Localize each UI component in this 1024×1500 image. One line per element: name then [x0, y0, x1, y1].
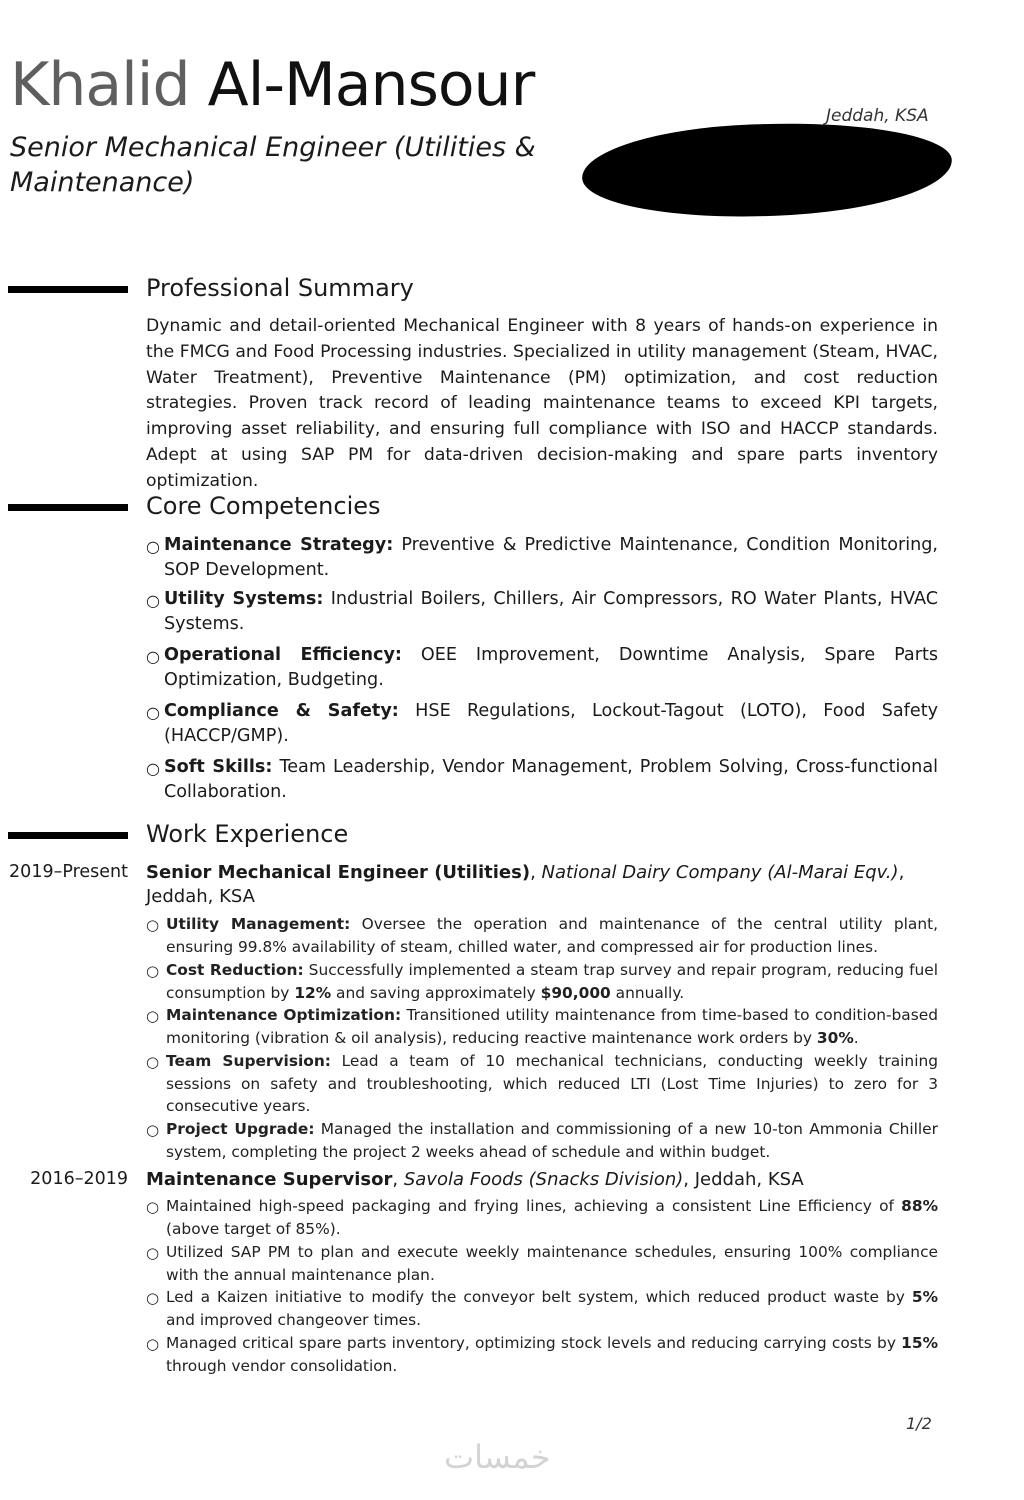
job-bullet: ○ Team Supervision: Lead a team of 10 mechanical technicians, conducting weekly training sessions on safety and troubleshooting, which reduced LTI (Lost Time Injuries) to zero for 3 consecutive years.	[146, 1052, 938, 1116]
competency-text: Team Leadership, Vendor Management, Problem Solving, Cross-functional Collaboration.	[164, 757, 938, 802]
competency-item	[146, 587, 938, 637]
competency-label: Utility Systems:	[164, 589, 324, 609]
job-title: Senior Mechanical Engineer (Utilities & Maintenance)	[10, 132, 536, 198]
bullet-icon: ○	[146, 1198, 160, 1216]
job-location: , Jeddah, KSA	[683, 1169, 804, 1190]
bullet-label: Maintenance Optimization:	[166, 1006, 402, 1024]
competency-item	[146, 533, 938, 583]
bullet-icon: ○	[146, 759, 160, 778]
first-name: Khalid	[10, 50, 190, 120]
candidate-name	[10, 50, 534, 120]
job-company: Savola Foods (Snacks Division)	[403, 1169, 684, 1190]
bullet-icon: ○	[146, 537, 160, 556]
job-location: , Jeddah, KSA	[146, 862, 905, 907]
bullet-icon: ○	[146, 1007, 160, 1025]
job-role: Maintenance Supervisor	[146, 1169, 393, 1190]
bullet-label: Project Upgrade:	[166, 1120, 315, 1138]
bullet-label: Utility Management:	[166, 915, 351, 933]
section-rule	[8, 832, 128, 839]
job-bullet: ○ Utility Management: Oversee the operation and maintenance of the central utility plant, ensuring 99.8% availability of steam, chilled water, and compressed air for production lines.	[146, 915, 938, 956]
job-bullet: ○ Maintained high-speed packaging and frying lines, achieving a consistent Line Efficiency of 88% (above target of 85%).	[146, 1197, 938, 1238]
bullet-icon: ○	[146, 1289, 160, 1307]
competency-text: OEE Improvement, Downtime Analysis, Spare Parts Optimization, Budgeting.	[164, 645, 939, 690]
job-bullet: ○ Project Upgrade: Managed the installation and commissioning of a new 10-ton Ammonia Chiller system, completing the project 2 weeks ahead of schedule and within budget.	[146, 1120, 938, 1161]
bullet-icon: ○	[146, 703, 160, 722]
job-company: National Dairy Company (Al-Marai Eqv.)	[541, 862, 899, 883]
competency-item	[146, 699, 938, 749]
redaction-mark	[581, 118, 954, 223]
competency-item	[146, 755, 938, 805]
bullet-icon: ○	[146, 962, 160, 980]
bullet-icon: ○	[146, 1053, 160, 1071]
bullet-icon: ○	[146, 1121, 160, 1139]
section-rule	[8, 286, 128, 293]
page-number: 1/2	[906, 1414, 932, 1433]
watermark: خمسات	[444, 1438, 551, 1476]
bullet-label: Cost Reduction:	[166, 961, 304, 979]
job-bullet: ○ Cost Reduction: Successfully implemented a steam trap survey and repair program, reducing fuel consumption by 12% and saving approximately $90,000 annually.	[146, 961, 938, 1002]
competency-label: Maintenance Strategy:	[164, 535, 394, 555]
section-title-summary: Professional Summary	[146, 274, 414, 302]
contact-city: Jeddah, KSA	[826, 106, 929, 126]
bullet-icon: ○	[146, 1335, 160, 1353]
job-bullet: ○ Led a Kaizen initiative to modify the conveyor belt system, which reduced product waste by 5% and improved changeover times.	[146, 1288, 938, 1329]
competency-item	[146, 643, 938, 693]
job-bullet: ○ Maintenance Optimization: Transitioned utility maintenance from time-based to condition-based monitoring (vibration & oil analysis), reducing reactive maintenance work orders by 30%.	[146, 1006, 938, 1047]
competency-text: Preventive & Predictive Maintenance, Condition Monitoring, SOP Development.	[164, 535, 938, 580]
job-dates: 2016–2019	[30, 1169, 128, 1189]
bullet-icon: ○	[146, 647, 160, 666]
job-bullet: ○ Managed critical spare parts inventory, optimizing stock levels and reducing carrying costs by 15% through vendor consolidation.	[146, 1334, 938, 1375]
section-title-experience: Work Experience	[146, 820, 349, 848]
job-bullet: ○ Utilized SAP PM to plan and execute weekly maintenance schedules, ensuring 100% compliance with the annual maintenance plan.	[146, 1243, 938, 1284]
last-name: Al-Mansour	[207, 50, 535, 120]
competency-text: HSE Regulations, Lockout-Tagout (LOTO), Food Safety (HACCP/GMP).	[164, 701, 939, 746]
competency-text: Industrial Boilers, Chillers, Air Compressors, RO Water Plants, HVAC Systems.	[164, 589, 939, 634]
job-dates: 2019–Present	[9, 862, 128, 882]
bullet-label: Team Supervision:	[166, 1052, 331, 1070]
competency-label: Compliance & Safety:	[164, 701, 399, 721]
summary-text: Dynamic and detail-oriented Mechanical Engineer with 8 years of hands-on experience in the FMCG and Food Processing industries. Specialized in utility management (Steam, HVAC, Water Treatment), Preventive Maintenance (PM) optimization, and cost reduction strategies. Proven track record of leading maintenance teams to exceed KPI targets, improving asset reliability, and ensuring full compliance with ISO and HACCP standards. Adept at using SAP PM for data-driven decision-making and spare parts inventory optimization.	[146, 316, 938, 491]
bullet-icon: ○	[146, 1244, 160, 1262]
competency-label: Operational Efficiency:	[164, 645, 402, 665]
competency-label: Soft Skills:	[164, 757, 273, 777]
job-role: Senior Mechanical Engineer (Utilities)	[146, 862, 531, 883]
job-heading: Maintenance Supervisor, Savola Foods (Snacks Division), Jeddah, KSA	[146, 1169, 804, 1190]
section-rule	[8, 504, 128, 511]
bullet-icon: ○	[146, 591, 160, 610]
section-title-competencies: Core Competencies	[146, 492, 381, 520]
bullet-icon: ○	[146, 916, 160, 934]
job-heading: Senior Mechanical Engineer (Utilities), National Dairy Company (Al-Marai Eqv.), Jeddah, KSA	[146, 862, 905, 907]
